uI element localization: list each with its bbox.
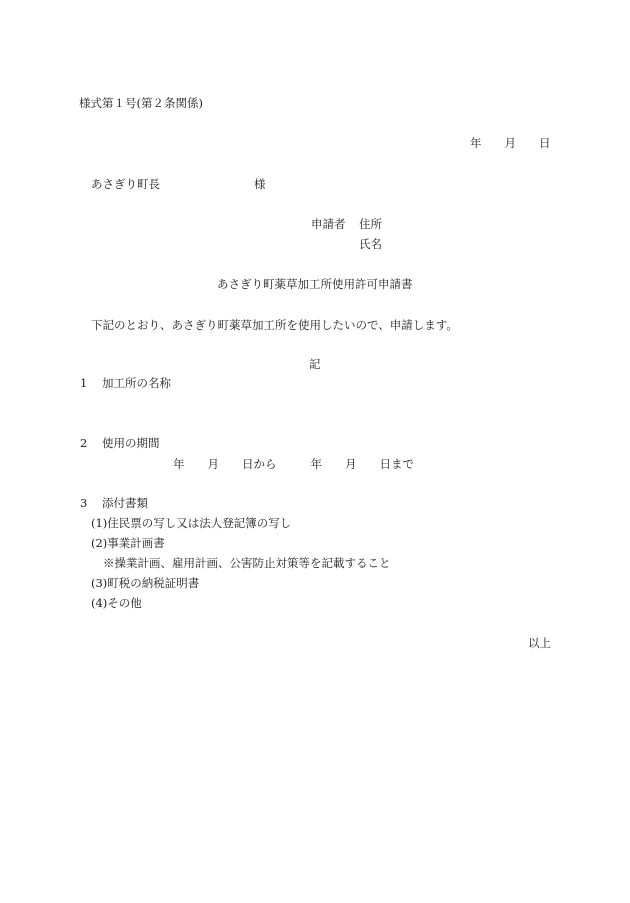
period-line	[173, 459, 414, 471]
addressee-honorific: 様	[254, 177, 266, 191]
applicant-label: 申請者	[311, 217, 346, 231]
attachment-item-2: (2)事業計画書	[91, 536, 165, 550]
period-to-day: 日まで	[379, 457, 414, 471]
date-month: 月	[504, 136, 516, 150]
date-year: 年	[470, 136, 482, 150]
applicant-address-label: 住所	[359, 217, 382, 231]
attachment-item-1: (1)住民票の写し又は法人登記簿の写し	[91, 516, 292, 530]
section-3-label: 添付書類	[102, 496, 148, 510]
section-1-label: 加工所の名称	[102, 376, 171, 390]
date-line	[470, 138, 551, 150]
section-1-number: 1	[80, 376, 88, 390]
date-day: 日	[539, 136, 551, 150]
period-from-day: 日から	[242, 457, 277, 471]
period-to-year: 年	[310, 457, 322, 471]
period-from-year: 年	[173, 457, 185, 471]
section-3-number: 3	[80, 496, 88, 510]
addressee-name: あさぎり町長	[91, 177, 160, 191]
section-2-number: 2	[80, 436, 88, 450]
intro-text: 下記のとおり、あさぎり町薬草加工所を使用したいので、申請します。	[91, 318, 458, 332]
attachment-item-4: (4)その他	[91, 596, 142, 610]
document-title: あさぎり町薬草加工所使用許可申請書	[217, 277, 413, 291]
applicant-name-label: 氏名	[359, 237, 382, 251]
period-from-month: 月	[207, 457, 219, 471]
attachment-item-3: (3)町税の納税証明書	[91, 576, 200, 590]
ki-heading: 記	[309, 357, 321, 371]
section-2-label: 使用の期間	[102, 436, 160, 450]
period-to-month: 月	[345, 457, 357, 471]
form-number: 様式第１号(第２条関係)	[79, 96, 203, 110]
attachment-item-2-note: ※操業計画、雇用計画、公害防止対策等を記載すること	[103, 556, 391, 570]
closing-text: 以上	[528, 636, 551, 650]
